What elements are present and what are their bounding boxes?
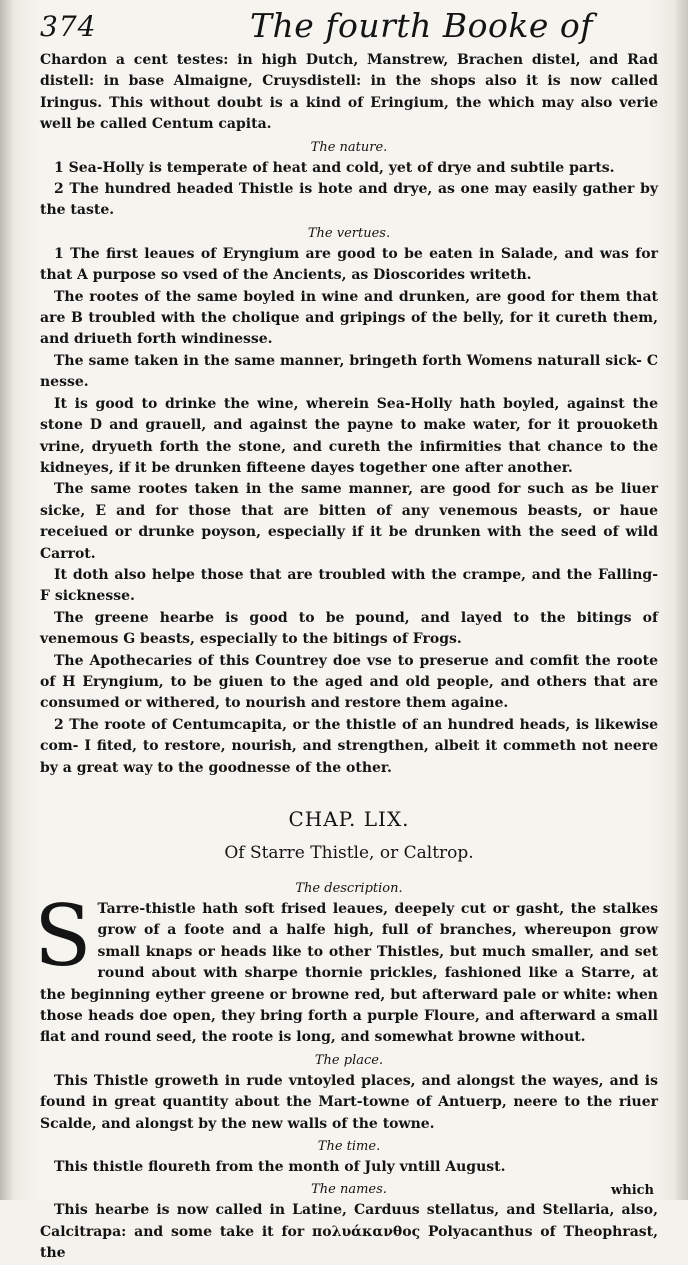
vertue-item: The Apothecaries of this Countrey doe vse to preserue and comfit the roote of H Eryngium, to be giuen to the aged and old people, and others that are consumed or withered, to nourish and restore them againe. (40, 652, 658, 712)
time-paragraph: This thistle floureth from the month of July vntill August. (54, 1159, 506, 1176)
vertues-heading: The vertues. (307, 225, 391, 241)
page-text (34, 50, 658, 1265)
nature-heading: The nature. (310, 139, 388, 155)
catchword: which (611, 1183, 654, 1198)
description-heading: The description. (295, 881, 403, 896)
place-heading: The place. (314, 1052, 384, 1068)
vertue-item: It is good to drinke the wine, wherein Sea-Holly hath boyled, against the stone D and grauell, and against the payne to make water, for it prouoketh vrine, dryueth forth the stone, and cureth the infirmities that chance to the kidneyes, if it be drunken fifteene dayes together one after another. (40, 395, 658, 476)
vertue-item: The same rootes taken in the same manner, are good for such as be liuer sicke, E and for those that are bitten of any venemous beasts, or haue receiued or drunke poyson, especially if it be drunken with the seed of wild Carrot. (40, 481, 658, 562)
description-paragraph: Tarre-thistle hath soft frised leaues, deepely cut or gasht, the stalkes grow of a foote and a halfe high, full of branches, whereupon grow small knaps or heads like to other Thistles, but much smaller, and set round about with sharpe thornie prickles, fashioned like a Starre, at the beginning eyther greene or browne red, but afterward pale or white: when those heads doe open, they bring forth a purple Floure, and afterward a small flat and round seed, the roote is long, and somewhat browne without. (40, 901, 658, 1046)
vertue-item: 1 The first leaues of Eryngium are good to be eaten in Salade, and was for that A purpose so vsed of the Ancients, as Dioscorides writeth. (40, 245, 658, 284)
page-edge-shadow (674, 0, 688, 1200)
vertue-item: The greene hearbe is good to be pound, and layed to the bitings of venemous G beasts, especially to the bitings of Frogs. (40, 609, 658, 648)
vertue-item: The rootes of the same boyled in wine and drunken, are good for them that are B troubled with the cholique and gripings of the belly, for it cureth them, and driueth forth windinesse. (40, 288, 658, 348)
chapter-title: CHAP. LIX. (288, 807, 410, 831)
drop-cap: S (34, 887, 92, 985)
chapter-subtitle: Of Starre Thistle, or Caltrop. (224, 843, 474, 863)
vertue-item: It doth also helpe those that are troubled with the crampe, and the Falling- F sicknesse. (40, 566, 658, 605)
names-paragraph: This hearbe is now called in Latine, Carduus stellatus, and Stellaria, also, Calcitrapa: and some take it for πολυάκανθος Polyacanthus of Theophrast, the (40, 1202, 658, 1262)
binding-shadow (0, 0, 14, 1200)
nature-item-1: 1 Sea-Holly is temperate of heat and cold, yet of drye and subtile parts. (54, 159, 615, 176)
time-heading: The time. (317, 1139, 381, 1155)
place-paragraph: This Thistle groweth in rude vntoyled places, and alongst the wayes, and is found in great quantity about the Mart-towne of Antuerp, neere to the riuer Scalde, and alongst by the new walls of the towne. (40, 1072, 658, 1132)
page-number: 374 (40, 10, 97, 43)
vertue-item: 2 The roote of Centumcapita, or the thistle of an hundred heads, is likewise com- I fited, to restore, nourish, and strengthen, albeit it commeth not neere by a great way to the goodnesse of the other. (40, 716, 658, 776)
nature-item-2: 2 The hundred headed Thistle is hote and drye, as one may easily gather by the taste. (40, 181, 658, 219)
vertue-item: The same taken in the same manner, bringeth forth Womens naturall sick- C nesse. (40, 352, 658, 391)
names-heading: The names. (311, 1182, 387, 1198)
intro-paragraph: Chardon a cent testes: in high Dutch, Manstrew, Brachen distel, and Rad distell: in base Almaigne, Cruysdistell: in the shops also it is now called Iringus. This without doubt is a kind of Eringium, the which may also verie well be called Centum capita. (40, 52, 658, 133)
page-header (40, 6, 658, 50)
running-head: The fourth Booke of (250, 6, 593, 45)
